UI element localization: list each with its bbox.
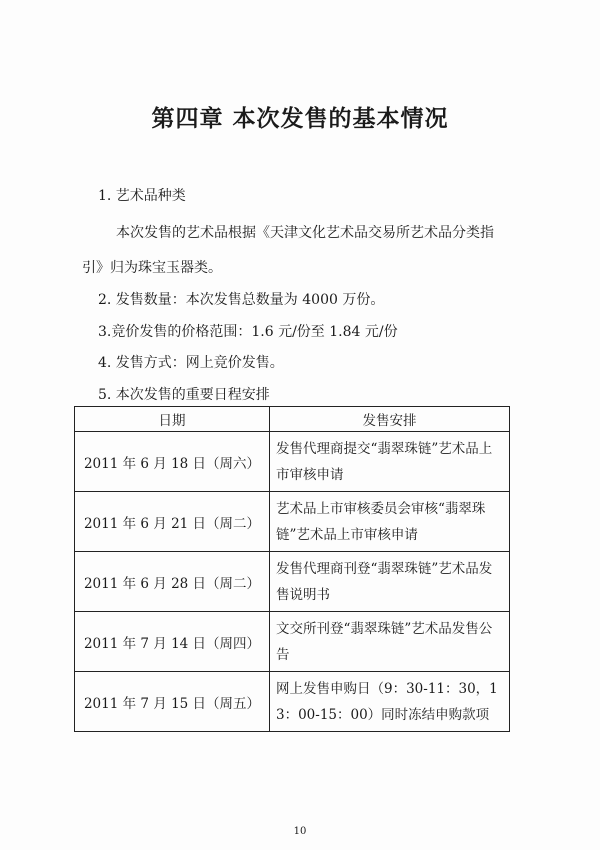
schedule-table bbox=[74, 406, 510, 732]
row-arrangement: 发售代理商刊登“翡翠珠链”艺术品发售说明书 bbox=[270, 552, 510, 612]
header-arrangement: 发售安排 bbox=[270, 407, 510, 432]
section-2-quantity: 2. 发售数量：本次发售总数量为 4000 万份。 bbox=[98, 292, 385, 308]
table-row bbox=[75, 672, 510, 732]
row-date: 2011 年 6 月 28 日（周二） bbox=[75, 552, 270, 612]
chapter-title: 第四章 本次发售的基本情况 bbox=[151, 105, 449, 132]
row-arrangement: 艺术品上市审核委员会审核“翡翠珠链”艺术品上市审核申请 bbox=[270, 492, 510, 552]
header-date: 日期 bbox=[75, 407, 270, 432]
table-row bbox=[75, 432, 510, 492]
section-3-price-range: 3.竞价发售的价格范围：1.6 元/份至 1.84 元/份 bbox=[98, 324, 398, 340]
table-header-row bbox=[75, 407, 510, 432]
row-date: 2011 年 6 月 21 日（周二） bbox=[75, 492, 270, 552]
row-date: 2011 年 7 月 15 日（周五） bbox=[75, 672, 270, 732]
section-5-heading: 5. 本次发售的重要日程安排 bbox=[98, 387, 270, 403]
table-row bbox=[75, 552, 510, 612]
row-arrangement: 文交所刊登“翡翠珠链”艺术品发售公告 bbox=[270, 612, 510, 672]
row-arrangement: 网上发售申购日（9：30-11：30，13：00-15：00）同时冻结申购款项 bbox=[270, 672, 510, 732]
section-1-body-line-1: 本次发售的艺术品根据《天津文化艺术品交易所艺术品分类指 bbox=[116, 225, 494, 241]
table-row bbox=[75, 492, 510, 552]
table-row bbox=[75, 612, 510, 672]
section-1-heading: 1. 艺术品种类 bbox=[98, 188, 186, 204]
section-1-body-line-2: 引》归为珠宝玉器类。 bbox=[82, 260, 222, 276]
row-date: 2011 年 7 月 14 日（周四） bbox=[75, 612, 270, 672]
page-number: 10 bbox=[293, 826, 307, 837]
row-date: 2011 年 6 月 18 日（周六） bbox=[75, 432, 270, 492]
row-arrangement: 发售代理商提交“翡翠珠链”艺术品上市审核申请 bbox=[270, 432, 510, 492]
section-4-method: 4. 发售方式：网上竞价发售。 bbox=[98, 355, 284, 371]
